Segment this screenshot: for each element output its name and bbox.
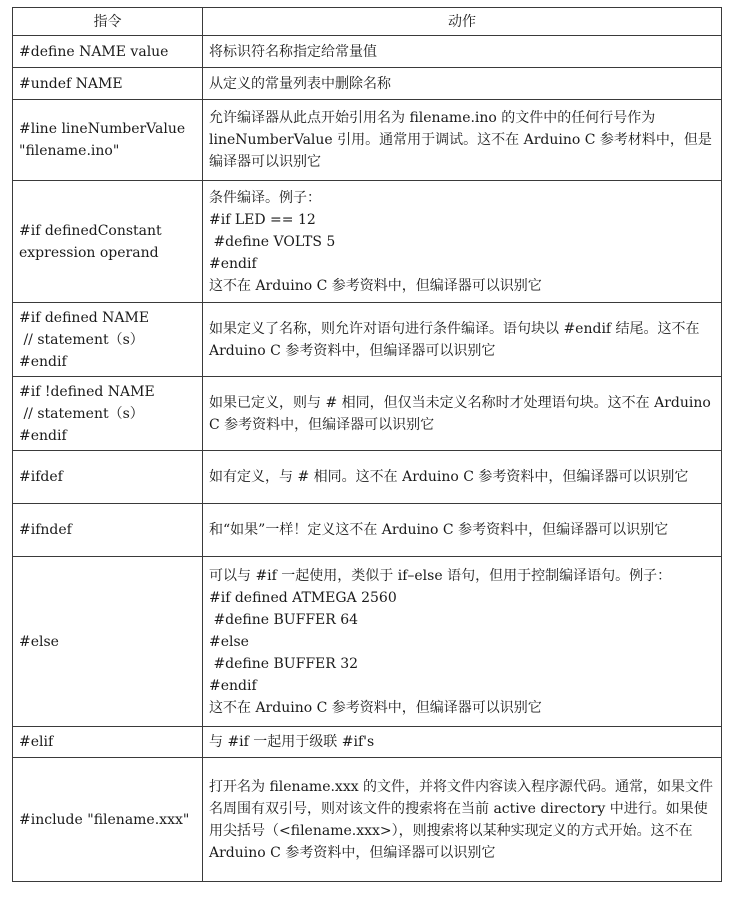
directive-text: // statement（s） [19, 331, 144, 348]
header-action: 动作 [203, 8, 722, 36]
action-cell [203, 100, 722, 181]
action-text: 打开名为 filename.xxx 的文件，并将文件内容读入程序源代码。通常，如果文件名周围有双引号，则对该文件的搜索将在当前 active directory 中进行。如果使用尖括号（<filename.xxx>），则搜索将以某种实现定义的方式开始。这不在 Arduino C 参考资料中，但编译器可以识别它 [209, 778, 714, 861]
table-row [13, 451, 722, 504]
directive-cell [13, 181, 203, 303]
directive-text: expression operand [19, 244, 159, 261]
header-directive: 指令 [13, 8, 203, 36]
directive-cell [13, 68, 203, 100]
action-cell [203, 303, 722, 377]
directive-text: #endif [19, 427, 67, 444]
directive-text: #ifndef [19, 522, 72, 538]
action-text: 从定义的常量列表中删除名称 [209, 75, 391, 92]
directive-text: #if defined NAME [19, 309, 150, 326]
action-text: #if LED == 12 [209, 211, 316, 228]
action-cell [203, 181, 722, 303]
action-text: 条件编译。例子： [209, 189, 321, 206]
table-row [13, 504, 722, 557]
preprocessor-directives-table [12, 7, 722, 882]
action-text: #endif [209, 677, 257, 694]
action-text: 这不在 Arduino C 参考资料中，但编译器可以识别它 [209, 699, 542, 716]
action-text: #define VOLTS 5 [209, 233, 336, 250]
action-cell [203, 68, 722, 100]
action-text: 如果已定义，则与 # 相同，但仅当未定义名称时才处理语句块。这不在 Arduino C 参考资料中，但编译器可以识别它 [209, 394, 716, 433]
table-row [13, 727, 722, 758]
directive-text: #if definedConstant [19, 222, 162, 239]
directive-text: #include "filename.xxx" [19, 811, 190, 828]
directive-text: // statement（s） [19, 405, 144, 422]
action-text: #else [209, 633, 249, 650]
table-row [13, 36, 722, 68]
action-cell [203, 727, 722, 758]
action-text: 可以与 #if 一起使用，类似于 if–else 语句，但用于控制编译语句。例子： [209, 567, 672, 584]
directive-cell [13, 451, 203, 504]
directive-cell [13, 557, 203, 727]
action-cell [203, 36, 722, 68]
directive-text: "filename.ino" [19, 143, 120, 159]
directive-text: #undef NAME [19, 75, 123, 92]
action-text: 和“如果”一样！定义这不在 Arduino C 参考资料中，但编译器可以识别它 [209, 522, 669, 538]
action-text: 如果定义了名称，则允许对语句进行条件编译。语句块以 #endif 结尾。这不在 Arduino C 参考资料中，但编译器可以识别它 [209, 320, 705, 359]
table-row [13, 68, 722, 100]
table-row [13, 758, 722, 882]
table-row [13, 181, 722, 303]
directive-text: #ifdef [19, 469, 63, 485]
directive-cell [13, 727, 203, 758]
action-text: 与 #if 一起用于级联 #if's [209, 734, 375, 750]
action-cell [203, 504, 722, 557]
table-row [13, 303, 722, 377]
action-cell [203, 377, 722, 451]
directive-text: #elif [19, 734, 54, 750]
table-row [13, 377, 722, 451]
directive-text: #if !defined NAME [19, 383, 155, 400]
directive-cell [13, 377, 203, 451]
action-text: 如有定义，与 # 相同。这不在 Arduino C 参考资料中，但编译器可以识别它 [209, 469, 689, 485]
directive-text: #endif [19, 353, 67, 370]
action-cell [203, 557, 722, 727]
action-cell [203, 451, 722, 504]
directive-text: #line lineNumberValue [19, 121, 186, 137]
action-text: #define BUFFER 64 [209, 611, 359, 628]
action-text: 这不在 Arduino C 参考资料中，但编译器可以识别它 [209, 277, 542, 294]
action-text: #if defined ATMEGA 2560 [209, 589, 397, 606]
directive-cell [13, 758, 203, 882]
directive-cell [13, 303, 203, 377]
action-text: 允许编译器从此点开始引用名为 filename.ino 的文件中的任何行号作为 lineNumberValue 引用。通常用于调试。这不在 Arduino C 参考材料中，但是编译器可以识别它 [209, 110, 712, 170]
directive-cell [13, 36, 203, 68]
table-row [13, 100, 722, 181]
directive-text: #define NAME value [19, 43, 169, 60]
directive-cell [13, 504, 203, 557]
action-cell [203, 758, 722, 882]
directive-text: #else [19, 633, 59, 650]
table-row [13, 557, 722, 727]
action-text: #define BUFFER 32 [209, 655, 359, 672]
directive-cell [13, 100, 203, 181]
action-text: 将标识符名称指定给常量值 [209, 43, 377, 60]
action-text: #endif [209, 255, 257, 272]
table-header-row [13, 8, 722, 36]
table-body [13, 36, 722, 882]
